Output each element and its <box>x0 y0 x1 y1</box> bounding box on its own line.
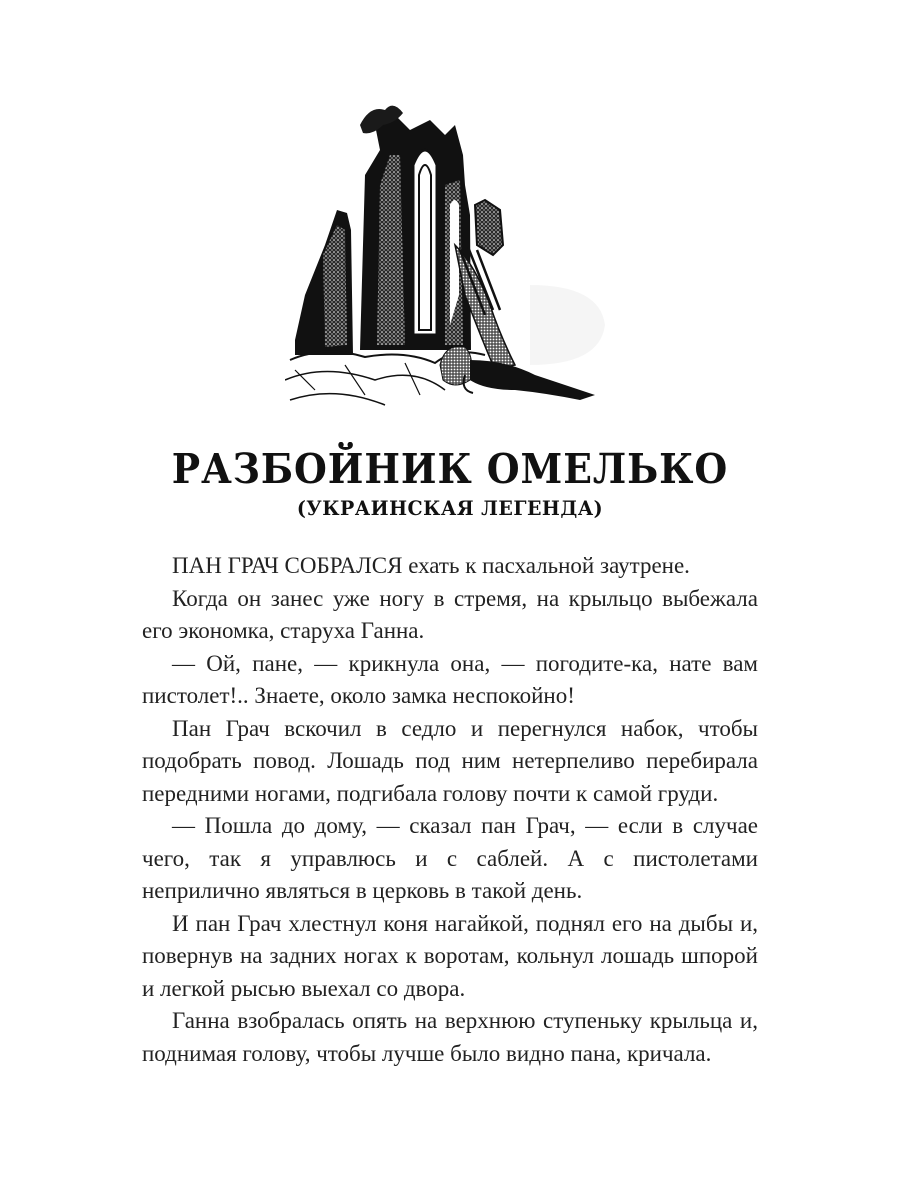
paragraph: — Пошла до дому, — сказал пан Грач, — если в случае чего, так я управлюсь и с саблей. А с пистолетами неприлично являться в церковь в такой день. <box>142 813 758 903</box>
story-body <box>142 550 758 1070</box>
paragraph: Пан Грач вскочил в седло и перегнулся набок, чтобы подобрать повод. Лошадь под ним нетерпеливо перебирала передними ногами, подгибала голову почти к самой груди. <box>142 715 758 806</box>
chapter-header <box>0 445 900 521</box>
chapter-title: РАЗБОЙНИК ОМЕЛЬКО <box>171 445 729 493</box>
chapter-subtitle: (УКРАИНСКАЯ ЛЕГЕНДА) <box>296 496 604 520</box>
paragraph: Ганна взобралась опять на верхнюю ступеньку крыльца и, поднимая голову, чтобы лучше было видно пана, кричала. <box>142 1008 758 1066</box>
watermark <box>520 275 610 370</box>
paragraph: Когда он занес уже ногу в стремя, на крыльцо выбежала его экономка, старуха Ганна. <box>142 585 758 643</box>
paragraph: — Ой, пане, — крикнула она, — погодите-ка, нате вам пистолет!.. Знаете, около замка неспокойно! <box>142 650 758 708</box>
paragraph: И пан Грач хлестнул коня нагайкой, поднял его на дыбы и, повернув на задних ногах к воротам, кольнул лошадь шпорой и легкой рысью выехал со двора. <box>142 910 758 1001</box>
paragraph: ПАН ГРАЧ СОБРАЛСЯ ехать к пасхальной заутрене. <box>172 553 690 578</box>
